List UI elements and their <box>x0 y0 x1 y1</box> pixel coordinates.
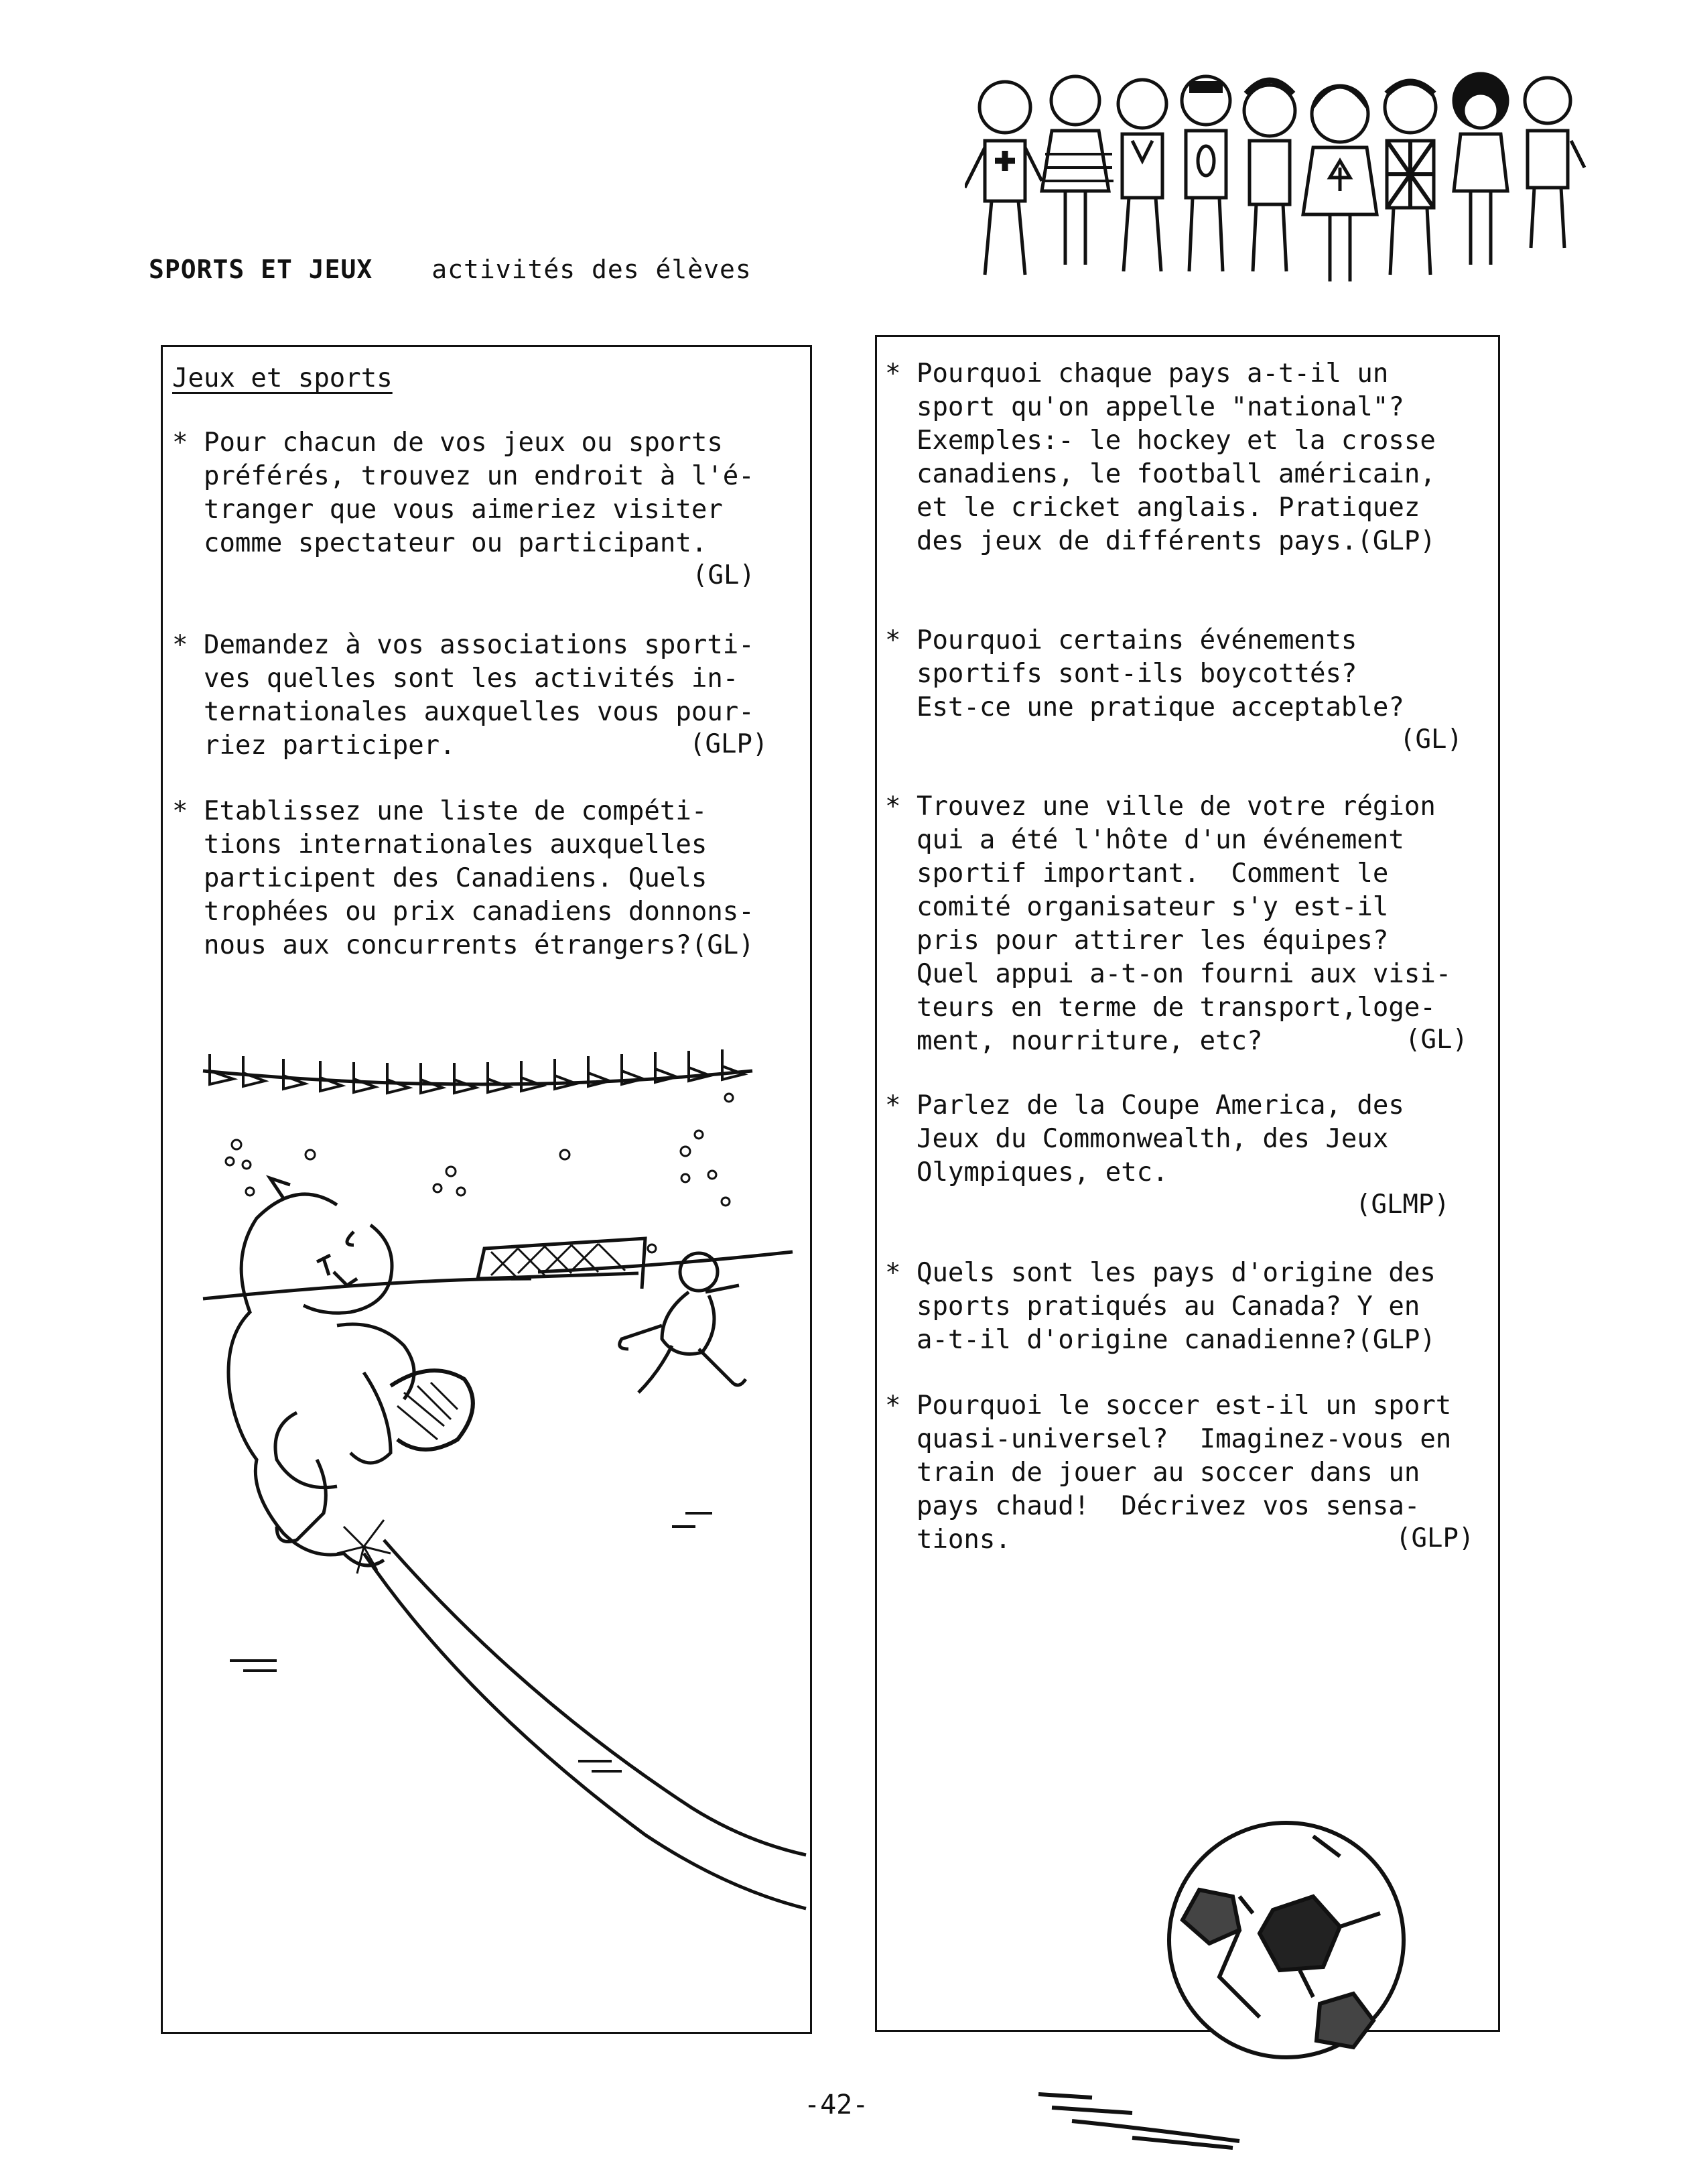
motion-scribble-illustration <box>1032 2074 1260 2155</box>
page-header <box>149 255 752 284</box>
activity-code: (GLP) <box>1396 1523 1475 1553</box>
soccer-goal <box>478 1238 645 1289</box>
beaver-soccer-illustration <box>163 1031 810 2029</box>
section-subtitle: activités des élèves <box>431 255 752 284</box>
activity-code: (GLMP) <box>1355 1190 1450 1220</box>
activity-item: * Pourquoi le soccer est-il un sport quasi-universel? Imaginez-vous en train de jouer au soccer dans un pays chaud! Décrivez vos sensa- tions. <box>885 1391 1452 1555</box>
child-figure <box>965 82 1042 275</box>
activity-code: (GLP) <box>689 729 768 759</box>
activity-item: * Pour chacun de vos jeux ou sports préférés, trouvez un endroit à l'é- tranger que vous aimeriez visiter comme spectateur ou participant. <box>172 428 754 558</box>
children-holding-hands-illustration <box>965 67 1608 295</box>
child-figure <box>1182 76 1230 271</box>
crowd-dots <box>226 1094 733 1252</box>
pennant-flags <box>210 1049 744 1093</box>
child-figure <box>1042 76 1114 265</box>
soccer-ball-illustration <box>1159 1809 1414 2071</box>
left-activity-box <box>161 345 812 2034</box>
activity-item: * Demandez à vos associations sporti- ves quelles sont les activités in- ternationales auxquelles vous pour- riez participer. <box>172 630 754 761</box>
activity-item: * Pourquoi chaque pays a-t-il un sport qu'on appelle "national"? Exemples:- le hockey et la crosse canadiens, le football américain, et le cricket anglais. Pratiquez des jeux de différents pays.(GLP) <box>885 359 1436 556</box>
child-figure <box>1454 74 1507 265</box>
activity-code: (GL) <box>1400 724 1463 755</box>
motion-dashes <box>230 1513 712 1771</box>
beaver-figure <box>228 1178 473 1565</box>
section-title: SPORTS ET JEUX <box>149 255 373 284</box>
child-figure <box>1385 82 1436 275</box>
child-figure <box>1244 80 1295 271</box>
activity-item: * Etablissez une liste de compéti- tions internationales auxquelles participent des Canadiens. Quels trophées ou prix canadiens donnons- nous aux concurrents étrangers?(GL) <box>172 796 754 960</box>
activity-item: * Pourquoi certains événements sportifs sont-ils boycottés? Est-ce une pratique acceptable? <box>885 625 1404 722</box>
ball-trajectory <box>384 1540 806 1855</box>
child-figure <box>1118 80 1166 271</box>
child-figure <box>1525 78 1585 248</box>
box-title: Jeux et sports <box>172 363 393 393</box>
activity-item: * Parlez de la Coupe America, des Jeux du Commonwealth, des Jeux Olympiques, etc. <box>885 1090 1404 1187</box>
activity-item: * Quels sont les pays d'origine des sports pratiqués au Canada? Y en a-t-il d'origine canadienne?(GLP) <box>885 1258 1436 1355</box>
activity-code: (GL) <box>692 560 755 590</box>
right-activity-box <box>875 335 1500 2032</box>
activity-item: * Trouvez une ville de votre région qui a été l'hôte d'un événement sportif important. Comment le comité organisateur s'y est-il pris pour attirer les équipes? Quel appui a-t-on fourni aux visi- teurs en terme de transport,loge- ment, nourriture, etc? <box>885 791 1452 1056</box>
page-number: -42- <box>804 2090 869 2120</box>
child-figure <box>1303 86 1377 281</box>
activity-code: (GL) <box>1405 1025 1468 1055</box>
